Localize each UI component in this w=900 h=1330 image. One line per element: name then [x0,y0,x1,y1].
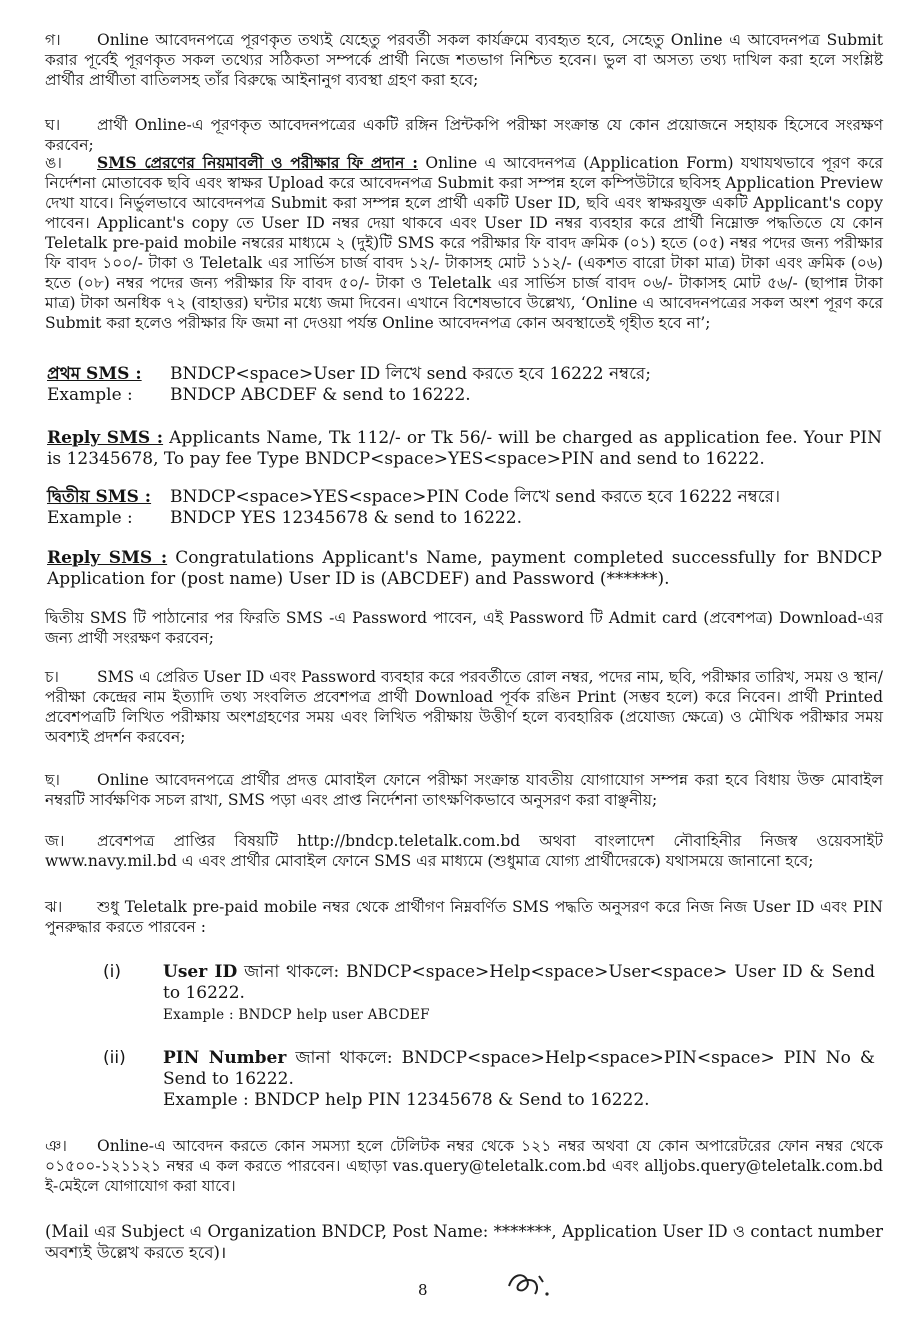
paragraph-marker: ঙ। [45,154,62,172]
paragraph-cha [45,667,883,747]
sms-fee-heading: SMS প্রেরণের নিয়মাবলী ও পরীক্ষার ফি প্রদান : [97,153,418,172]
paragraph-nya [45,1136,883,1196]
paragraph-marker: ঘ। [45,116,61,134]
paragraph-text: SMS এ প্রেরিত User ID এবং Password ব্যবহার করে পরবর্তীতে রোল নম্বর, পদের নাম, ছবি, পরীক্ষার তারিখ, সময় ও স্থান/পরীক্ষা কেন্দ্রের নাম ইত্যাদি তথ্য সংবলিত প্রবেশপত্র প্রার্থী Download পূর্বক রঙিন Print (সম্ভব হলে) করে নিবেন। প্রার্থী Printed প্রবেশপত্রটি লিখিত পরীক্ষায় অংশগ্রহণের সময় এবং লিখিত পরীক্ষায় উত্তীর্ণ হলে ব্যবহারিক (প্রযোজ্য ক্ষেত্রে) ও মৌখিক পরীক্ষার সময় অবশ্যই প্রদর্শন করবেন; [45,668,883,746]
reply-sms-text: Congratulations Applicant's Name, payment completed successfully for BNDCP Application for (post name) User ID is (ABCDEF) and Password (******). [47,548,882,589]
paragraph-chha [45,770,883,810]
recovery-item-pin [163,1048,875,1111]
paragraph-text: (Mail এর Subject এ Organization BNDCP, Post Name: *******, Application User ID ও contact number অবশ্যই উল্লেখ করতে হবে)। [45,1222,883,1262]
second-sms-example-value: BNDCP YES 12345678 & send to 16222. [170,508,522,528]
reply-sms-text: Applicants Name, Tk 112/- or Tk 56/- will be charged as application fee. Your PIN is 12345678, To pay fee Type BNDCP<space>YES<space>PIN and send to 16222. [47,428,882,469]
paragraph-marker: ঞ। [45,1137,67,1155]
second-sms-example-label: Example : [47,508,133,528]
paragraph-text: Online এ আবেদনপত্র (Application Form) যথাযথভাবে পূরণ করে নির্দেশনা মোতাবেক ছবি এবং স্বাক্ষর Upload করে আবেদনপত্র Submit করা সম্পন্ন হলে কম্পিউটারে ছবিসহ Application Preview দেখা যাবে। নির্ভুলভাবে আবেদনপত্র Submit করা সম্পন্ন হলে প্রার্থী একটি User ID, ছবি এবং স্বাক্ষরযুক্ত একটি Applicant's copy পাবেন। Applicant's copy তে User ID নম্বর দেয়া থাকবে এবং User ID নম্বর ব্যবহার করে প্রার্থী নিম্নোক্ত পদ্ধতিতে যে কোন Teletalk pre-paid mobile নম্বরের মাধ্যমে ২ (দুই)টি SMS করে পরীক্ষার ফি বাবদ ক্রমিক (০১) হতে (০৫) নম্বর পদের জন্য পরীক্ষার ফি বাবদ ১০০/- টাকা ও Teletalk এর সার্ভিস চার্জ বাবদ ১২/- টাকাসহ মোট ১১২/- (একশত বারো টাকা মাত্র) টাকা এবং ক্রমিক (০৬) হতে (০৮) নম্বর পদের জন্য পরীক্ষার ফি বাবদ ৫০/- টাকা ও Teletalk এর সার্ভিস চার্জ বাবদ ০৬/- টাকাসহ মোট ৫৬/- (ছাপান্ন টাকা মাত্র) টাকা অনধিক ৭২ (বাহাত্তর) ঘন্টার মধ্যে জমা দিবেন। এখানে বিশেষভাবে উল্লেখ্য, ‘Online এ আবেদনপত্রের সকল অংশ পূরণ করে Submit করা হলেও পরীক্ষার ফি জমা না দেওয়া পর্যন্ত Online আবেদনপত্র কোন অবস্থাতেই গৃহীত হবে না’; [45,154,883,332]
recovery-item-user-id [163,962,875,1026]
first-sms-label: প্রথম SMS : [47,364,142,384]
paragraph-ja [45,831,883,871]
recovery-item-number: (i) [103,962,121,982]
paragraph-text: Online আবেদনপত্রে পূরণকৃত তথ্যই যেহেতু পরবর্তী সকল কার্যক্রমে ব্যবহৃত হবে, সেহেতু Online এ আবেদনপত্র Submit করার পূর্বেই পূরণকৃত সকল তথ্যের সঠিকতা সম্পর্কে প্রার্থী নিজে শতভাগ নিশ্চিত হবেন। ভুল বা অসত্য তথ্য দাখিল করা হলে সংশ্লিষ্ট প্রার্থীর প্রার্থীতা বাতিলসহ তাঁর বিরুদ্ধে আইনানুগ ব্যবস্থা গ্রহণ করা হবে; [45,31,883,89]
mail-subject-note [45,1221,883,1263]
second-sms-value: BNDCP<space>YES<space>PIN Code লিখে send করতে হবে 16222 নম্বরে। [170,487,781,507]
recovery-item-number: (ii) [103,1048,126,1068]
paragraph-text: প্রার্থী Online-এ পূরণকৃত আবেদনপত্রের একটি রঙ্গিন প্রিন্টকপি পরীক্ষা সংক্রান্ত যে কোন প্রয়োজনে সহায়ক হিসেবে সংরক্ষণ করবেন; [45,116,883,154]
reply-sms-2 [47,548,882,590]
recovery-item-example: Example : BNDCP help PIN 12345678 & Send to 16222. [163,1090,650,1110]
paragraph-marker: চ। [45,668,59,686]
signature-initials-icon [505,1268,553,1300]
paragraph-text: দ্বিতীয় SMS টি পাঠানোর পর ফিরতি SMS -এ Password পাবেন, এই Password টি Admit card (প্রবেশপত্র) Download-এর জন্য প্রার্থী সংরক্ষণ করবেন; [45,609,883,647]
reply-sms-label: Reply SMS : [47,428,164,448]
reply-sms-label: Reply SMS : [47,548,168,568]
paragraph-jha [45,897,883,937]
paragraph-umo [45,153,883,333]
paragraph-text: Online-এ আবেদন করতে কোন সমস্যা হলে টেলিটক নম্বর থেকে ১২১ নম্বর অথবা যে কোন অপারেটরের ফোন নম্বর থেকে ০১৫০০-১২১১২১ নম্বর এ কল করতে পারবেন। এছাড়া vas.query@teletalk.com.bd এবং alljobs.query@teletalk.com.bd ই-মেইলে যোগাযোগ করা যাবে। [45,1137,883,1195]
first-sms-example-label: Example : [47,385,133,405]
reply-sms-1 [47,428,882,470]
paragraph-marker: জ। [45,832,65,850]
paragraph-ga [45,30,883,90]
second-sms-label: দ্বিতীয় SMS : [47,487,152,507]
recovery-item-text: জানা থাকলে: BNDCP<space>Help<space>PIN<space> PIN No & Send to 16222. [163,1048,875,1089]
paragraph-text: প্রবেশপত্র প্রাপ্তির বিষয়টি http://bndcp.teletalk.com.bd অথবা বাংলাদেশ নৌবাহিনীর নিজস্ব ওয়েবসাইট www.navy.mil.bd এ এবং প্রার্থীর মোবাইল ফোনে SMS এর মাধ্যমে (শুধুমাত্র যোগ্য প্রার্থীদেরকে) যথাসময়ে জানানো হবে; [45,832,883,870]
paragraph-marker: গ। [45,31,61,49]
paragraph-marker: ছ। [45,771,60,789]
recovery-item-example: Example : BNDCP help user ABCDEF [163,1007,430,1023]
recovery-item-text: জানা থাকলে: BNDCP<space>Help<space>User<space> User ID & Send to 16222. [163,962,875,1003]
first-sms-example-value: BNDCP ABCDEF & send to 16222. [170,385,471,405]
first-sms-value: BNDCP<space>User ID লিখে send করতে হবে 16222 নম্বরে; [170,364,652,384]
paragraph-password [45,608,883,648]
paragraph-text: Online আবেদনপত্রে প্রার্থীর প্রদত্ত মোবাইল ফোনে পরীক্ষা সংক্রান্ত যাবতীয় যোগাযোগ সম্পন্ন করা হবে বিধায় উক্ত মোবাইল নম্বরটি সার্বক্ষণিক সচল রাখা, SMS পড়া এবং প্রাপ্ত নির্দেশনা তাৎক্ষণিকভাবে অনুসরণ করা বাঞ্ছনীয়; [45,771,883,809]
page-number: 8 [418,1281,428,1299]
paragraph-marker: ঝ। [45,898,63,916]
recovery-item-title: User ID [163,962,238,982]
paragraph-gha [45,115,883,155]
recovery-item-title: PIN Number [163,1048,287,1068]
paragraph-text: শুধু Teletalk pre-paid mobile নম্বর থেকে প্রার্থীগণ নিম্নবর্ণিত SMS পদ্ধতি অনুসরণ করে নিজ নিজ User ID এবং PIN পুনরুদ্ধার করতে পারবেন : [45,898,883,936]
